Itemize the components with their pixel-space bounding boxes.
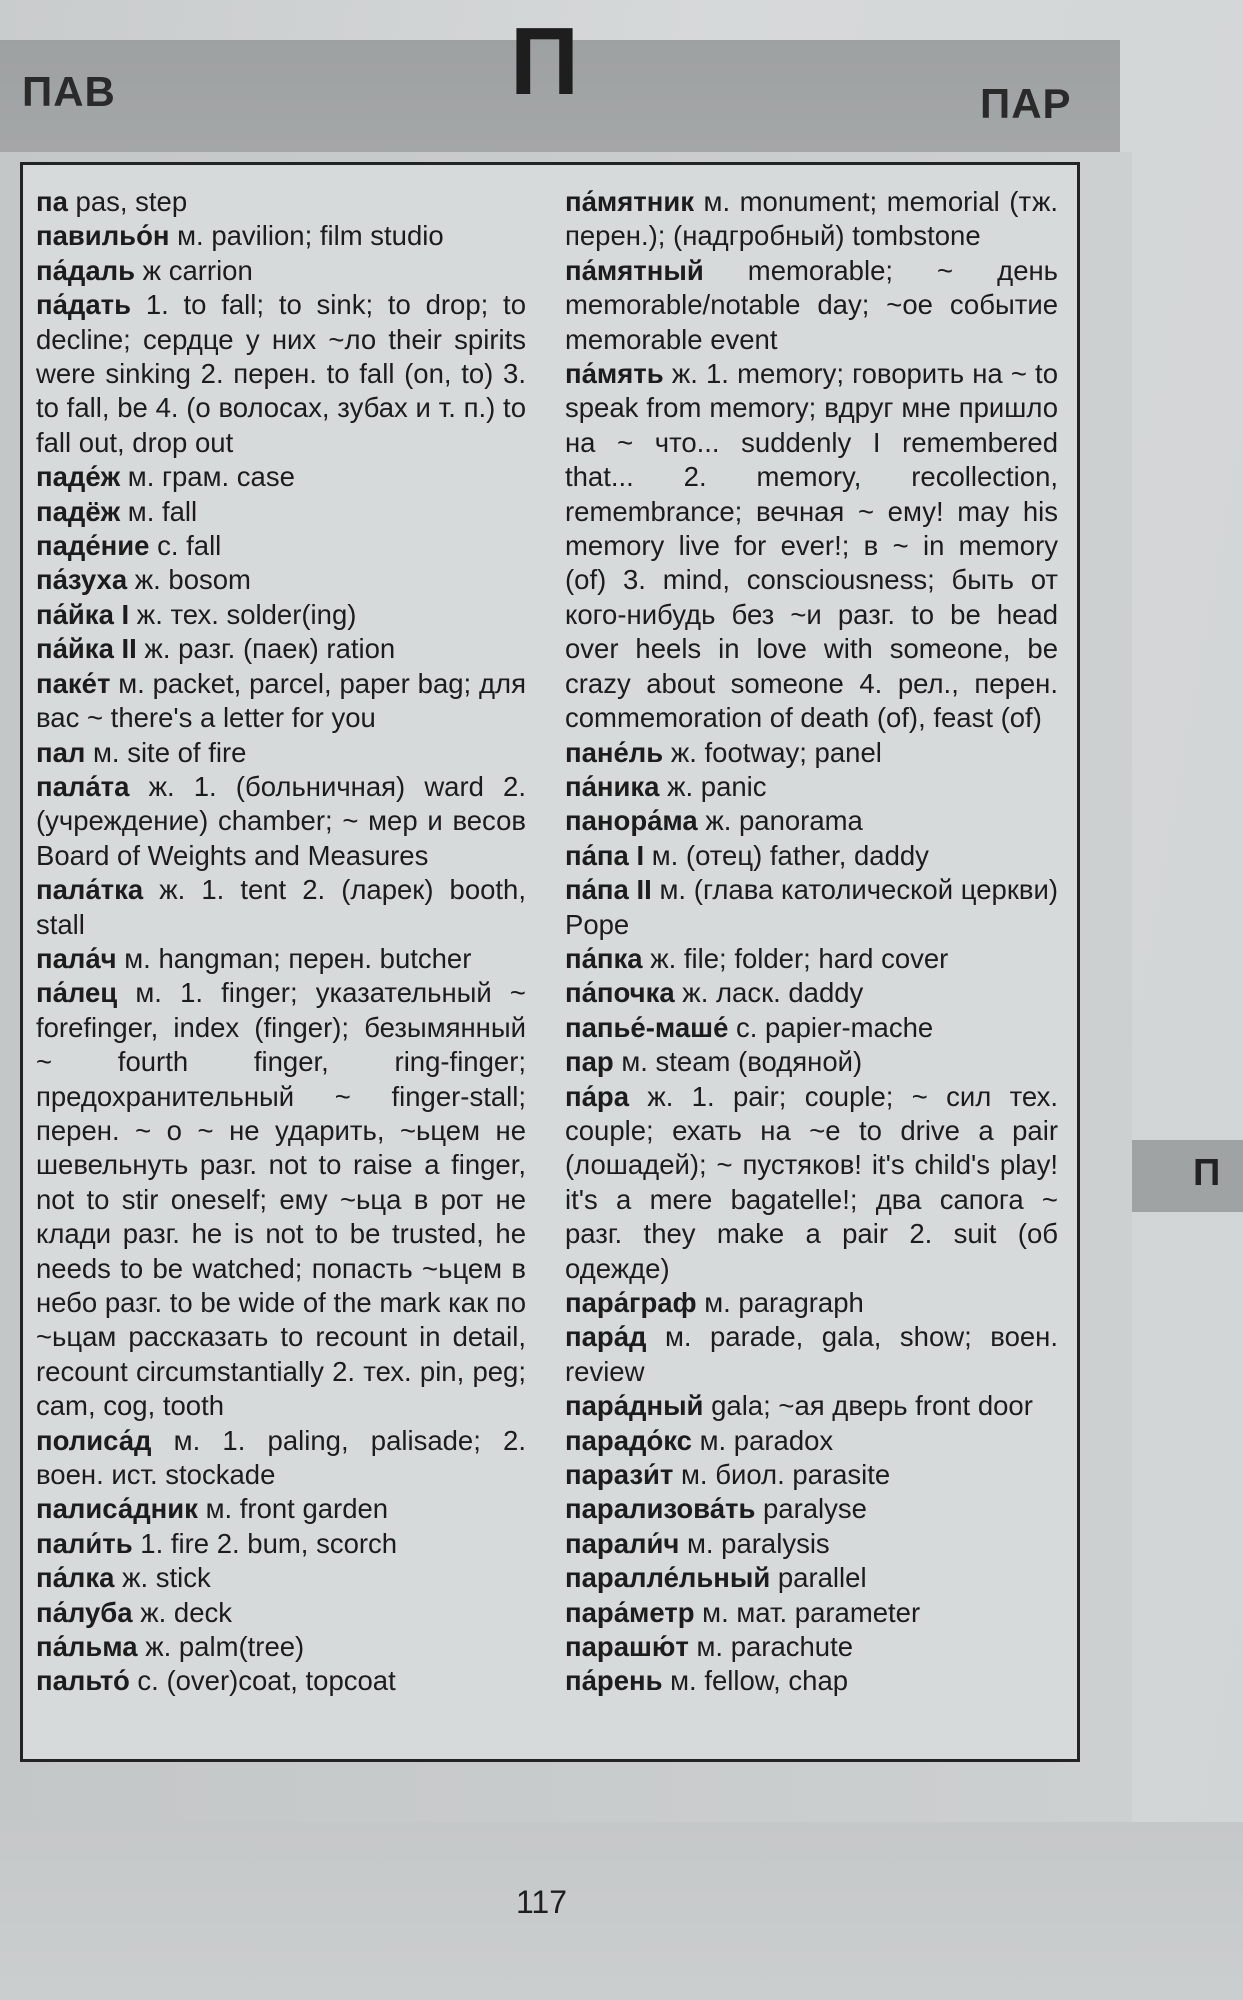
definition: ж. разг. (паек) ration — [136, 633, 396, 665]
definition: м. paradox — [691, 1424, 834, 1456]
headword: па́почка — [565, 977, 675, 1009]
headword: па́даль — [36, 254, 136, 286]
dictionary-entry — [36, 942, 526, 976]
definition: ж. тех. solder(ing) — [129, 598, 357, 630]
definition: ж. ласк. daddy — [674, 977, 864, 1009]
footer-band — [0, 1822, 1243, 2000]
headword: па́льма — [36, 1631, 138, 1663]
headword: паде́ж — [36, 461, 121, 493]
definition: 1. fire 2. bum, scorch — [132, 1527, 398, 1559]
dictionary-entry — [36, 529, 526, 563]
definition: м. steam (водяной) — [613, 1046, 863, 1078]
headword: па́йка I — [36, 598, 130, 630]
definition: м. parachute — [688, 1631, 854, 1663]
definition: ж. stick — [114, 1562, 211, 1594]
dictionary-entry — [36, 1561, 526, 1595]
definition: ж. palm(tree) — [137, 1631, 305, 1663]
headword: па́па I — [565, 839, 645, 871]
dictionary-entry — [565, 736, 1058, 770]
dictionary-entry — [565, 1286, 1058, 1320]
headword: па́рень — [565, 1665, 663, 1697]
definition: м. 1. finger; указательный ~ forefinger, index (finger); безымянный ~ fourth finger, ring-finger; предохранительный ~ finger-stall; перен. ~ о ~ не ударить, ~ьцем не шевельнуть разг. not to raise a finger, not to stir oneself; ему ~ьца в рот не клади разг. he is not to be trusted, he needs to be watched; попасть ~ьцем в небо разг. to be wide of the mark как по ~ьцам рассказать to recount in detail, recount circumstantially 2. тех. pin, peg; cam, cog, tooth — [36, 977, 526, 1422]
dictionary-entry — [36, 219, 526, 253]
dictionary-entry — [36, 1630, 526, 1664]
definition: paralyse — [755, 1493, 867, 1525]
dictionary-entry — [565, 1664, 1058, 1698]
headword: пара́граф — [565, 1287, 697, 1318]
headword: парашю́т — [565, 1631, 689, 1663]
dictionary-entry — [36, 1424, 526, 1493]
dictionary-entry — [565, 1424, 1058, 1458]
definition: ж. 1. tent 2. (ларек) booth, stall — [36, 874, 526, 940]
definition: ж. file; folder; hard cover — [642, 942, 949, 974]
headword: па́лец — [36, 977, 118, 1009]
definition: ж. bosom — [127, 564, 251, 596]
dictionary-entry — [565, 1596, 1058, 1630]
headword: парализова́ть — [565, 1493, 756, 1525]
definition: м. paragraph — [696, 1287, 864, 1318]
dictionary-entry — [565, 185, 1058, 254]
definition: 1. to fall; to sink; to drop; to decline; сердце у них ~ло their spirits were sinking 2. перен. to fall (on, to) 3. to fall, be 4. (о волосах, зубах и т. п.) to fall out, drop out — [36, 289, 526, 458]
definition: м. paralysis — [679, 1527, 830, 1559]
headword: пара́метр — [565, 1596, 695, 1628]
definition: м. 1. paling, palisade; 2. воен. ист. stockade — [36, 1424, 526, 1491]
headword: па́ра — [565, 1080, 629, 1112]
dictionary-entry — [36, 1527, 526, 1561]
headword: па́лка — [36, 1562, 115, 1594]
dictionary-entry — [36, 254, 526, 288]
dictionary-entry — [565, 770, 1058, 804]
dictionary-entry — [36, 736, 526, 770]
headword: па́мятник — [565, 186, 695, 217]
definition: ж. 1. memory; говорить на ~ to speak from memory; вдруг мне пришло на ~ что... suddenly I remembered that... 2. memory, recollection, remembrance; вечная ~ ему! may his memory live for ever!; в ~ in memory (of) 3. mind, consciousness; быть от кого-нибудь без ~и разг. to be head over heels in love with someone, be crazy about someone 4. рел., перен. commemoration of death (of), feast (of) — [565, 358, 1058, 734]
definition: ж. panorama — [697, 805, 863, 837]
definition: с. (over)coat, topcoat — [129, 1665, 396, 1697]
dictionary-entry — [36, 185, 526, 219]
definition: gala; ~ая дверь front door — [703, 1390, 1033, 1422]
headword: па́мятный — [565, 254, 704, 286]
definition: ж. 1. pair; couple; ~ сил тех. couple; ехать на ~е to drive a pair (лошадей); ~ пустяков! it's child's play! it's a mere bagatelle!; два сапога ~ разг. they make a pair 2. suit (об одежде) — [565, 1080, 1058, 1284]
headword: пане́ль — [565, 736, 664, 768]
dictionary-entry — [565, 1527, 1058, 1561]
dictionary-entry — [36, 460, 526, 494]
headword: па́мять — [565, 358, 664, 390]
dictionary-entry — [565, 357, 1058, 735]
thumb-tab-letter: П — [1193, 1152, 1221, 1194]
guide-word-left: ПАВ — [22, 68, 116, 115]
headword: па́пка — [565, 942, 643, 974]
section-letter: П — [510, 8, 579, 115]
dictionary-entry — [36, 667, 526, 736]
definition: м. fellow, chap — [662, 1665, 849, 1697]
dictionary-entry — [36, 1492, 526, 1526]
dictionary-entry — [565, 1492, 1058, 1526]
definition: м. грам. case — [120, 461, 295, 493]
dictionary-entry — [36, 495, 526, 529]
definition: pas, step — [67, 186, 188, 217]
definition: м. front garden — [197, 1493, 389, 1525]
dictionary-entry — [565, 804, 1058, 838]
dictionary-entry — [565, 1080, 1058, 1286]
left-column — [36, 185, 526, 1699]
headword: пара́дный — [565, 1390, 704, 1422]
dictionary-entry — [36, 873, 526, 942]
definition: с. papier-mache — [728, 1011, 934, 1043]
headword: палиса́дник — [36, 1493, 198, 1525]
definition: ж carrion — [135, 254, 253, 286]
headword: пара́д — [565, 1321, 647, 1353]
headword: па́ника — [565, 770, 660, 802]
dictionary-entry — [565, 1045, 1058, 1079]
headword: па́дать — [36, 289, 132, 321]
definition: м. pavilion; film studio — [169, 220, 444, 252]
definition: м. hangman; перен. butcher — [116, 942, 472, 974]
dictionary-entry — [36, 1664, 526, 1698]
headword: па́зуха — [36, 564, 128, 596]
headword: парали́ч — [565, 1527, 680, 1559]
dictionary-entry — [565, 873, 1058, 942]
headword: паде́ние — [36, 530, 150, 562]
definition: ж. 1. (больничная) ward 2. (учреждение) chamber; ~ мер и весов Board of Weights and Measures — [36, 770, 526, 871]
headword: парази́т — [565, 1459, 674, 1491]
right-column — [565, 185, 1058, 1699]
dictionary-entry — [565, 1389, 1058, 1423]
dictionary-entry — [36, 632, 526, 666]
headword: пар — [565, 1046, 614, 1078]
definition: м. мат. parameter — [694, 1596, 921, 1628]
dictionary-entry — [565, 1630, 1058, 1664]
dictionary-entry — [565, 942, 1058, 976]
headword: па́па II — [565, 874, 652, 906]
headword: панора́ма — [565, 805, 698, 837]
dictionary-entry — [36, 598, 526, 632]
definition: ж. panic — [659, 770, 767, 802]
headword: полиса́д — [36, 1424, 152, 1456]
headword: пал — [36, 736, 86, 768]
headword: паке́т — [36, 667, 111, 699]
headword: пала́тка — [36, 874, 144, 906]
headword: парадо́кс — [565, 1424, 692, 1456]
page-number: 117 — [516, 1884, 568, 1920]
dictionary-entry — [36, 976, 526, 1423]
definition: м. биол. parasite — [673, 1459, 891, 1491]
headword: пали́ть — [36, 1527, 133, 1559]
headword: па — [36, 186, 68, 217]
headword: павильо́н — [36, 220, 170, 252]
dictionary-entry — [36, 770, 526, 873]
definition: ж. footway; panel — [663, 736, 882, 768]
definition: м. monument; memorial (тж. перен.); (надгробный) tombstone — [565, 186, 1058, 252]
definition: с. fall — [149, 530, 222, 562]
dictionary-entry — [36, 1596, 526, 1630]
definition: м. fall — [120, 495, 198, 527]
dictionary-entry — [565, 1561, 1058, 1595]
definition: м. (глава католической церкви) Pope — [565, 874, 1058, 940]
headword: пала́ч — [36, 942, 117, 974]
dictionary-entry — [565, 1458, 1058, 1492]
headword: па́луба — [36, 1596, 133, 1628]
dictionary-entry — [565, 254, 1058, 357]
definition: parallel — [770, 1562, 867, 1594]
definition: memorable; ~ день memorable/notable day; ~ое событие memorable event — [565, 254, 1058, 355]
dictionary-entry — [565, 976, 1058, 1010]
headword: па́йка II — [36, 633, 137, 665]
definition: м. (отец) father, daddy — [644, 839, 929, 871]
definition: м. site of fire — [85, 736, 247, 768]
headword: папье́-маше́ — [565, 1011, 729, 1043]
dictionary-entry — [36, 563, 526, 597]
guide-word-right: ПАР — [980, 80, 1072, 127]
dictionary-entry — [565, 1011, 1058, 1045]
definition: м. packet, parcel, paper bag; для вас ~ there's a letter for you — [36, 667, 526, 734]
headword: пала́та — [36, 770, 130, 802]
thumb-tab — [1132, 1140, 1243, 1212]
definition: ж. deck — [132, 1596, 232, 1628]
dictionary-entry — [36, 288, 526, 460]
dictionary-entry — [565, 839, 1058, 873]
headword: паралле́льный — [565, 1562, 771, 1594]
dictionary-entry — [565, 1320, 1058, 1389]
headword: падёж — [36, 495, 121, 527]
definition: м. parade, gala, show; воен. review — [565, 1321, 1058, 1387]
headword: пальто́ — [36, 1665, 130, 1697]
